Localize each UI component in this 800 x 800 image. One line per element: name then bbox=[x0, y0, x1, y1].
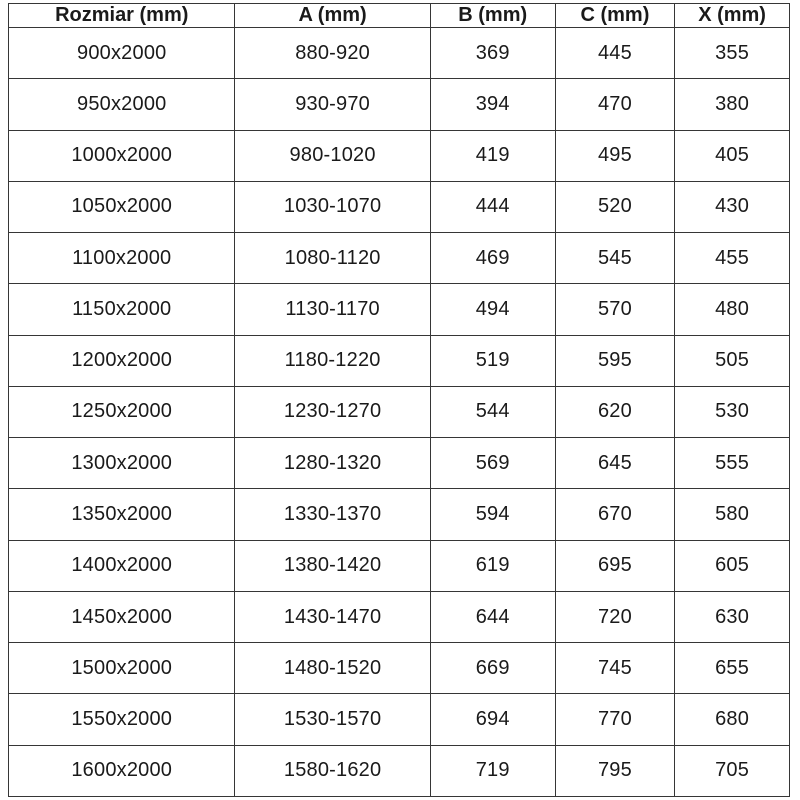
table-cell: 605 bbox=[675, 540, 790, 591]
table-row bbox=[9, 438, 790, 489]
size-table bbox=[8, 3, 790, 797]
column-header: Rozmiar (mm) bbox=[9, 4, 235, 28]
table-cell: 705 bbox=[675, 745, 790, 796]
table-cell: 505 bbox=[675, 335, 790, 386]
table-cell: 980-1020 bbox=[235, 130, 430, 181]
table-cell: 545 bbox=[555, 233, 674, 284]
table-cell: 519 bbox=[430, 335, 555, 386]
table-cell: 1300x2000 bbox=[9, 438, 235, 489]
table-row bbox=[9, 489, 790, 540]
table-cell: 719 bbox=[430, 745, 555, 796]
table-cell: 594 bbox=[430, 489, 555, 540]
table-cell: 1530-1570 bbox=[235, 694, 430, 745]
table-cell: 1230-1270 bbox=[235, 386, 430, 437]
table-cell: 1450x2000 bbox=[9, 591, 235, 642]
table-cell: 1430-1470 bbox=[235, 591, 430, 642]
table-cell: 720 bbox=[555, 591, 674, 642]
table-cell: 394 bbox=[430, 79, 555, 130]
table-cell: 1550x2000 bbox=[9, 694, 235, 745]
table-cell: 900x2000 bbox=[9, 28, 235, 79]
table-cell: 1480-1520 bbox=[235, 643, 430, 694]
column-header: C (mm) bbox=[555, 4, 674, 28]
table-row bbox=[9, 335, 790, 386]
table-cell: 880-920 bbox=[235, 28, 430, 79]
table-cell: 369 bbox=[430, 28, 555, 79]
table-cell: 1380-1420 bbox=[235, 540, 430, 591]
table-cell: 445 bbox=[555, 28, 674, 79]
table-cell: 1200x2000 bbox=[9, 335, 235, 386]
table-row bbox=[9, 745, 790, 796]
table-cell: 1030-1070 bbox=[235, 181, 430, 232]
table-cell: 1500x2000 bbox=[9, 643, 235, 694]
table-cell: 1080-1120 bbox=[235, 233, 430, 284]
table-row bbox=[9, 643, 790, 694]
table-cell: 1100x2000 bbox=[9, 233, 235, 284]
table-cell: 580 bbox=[675, 489, 790, 540]
table-cell: 619 bbox=[430, 540, 555, 591]
table-cell: 1400x2000 bbox=[9, 540, 235, 591]
table-cell: 1580-1620 bbox=[235, 745, 430, 796]
table-cell: 380 bbox=[675, 79, 790, 130]
table-header-row bbox=[9, 4, 790, 28]
table-cell: 1050x2000 bbox=[9, 181, 235, 232]
table-cell: 1000x2000 bbox=[9, 130, 235, 181]
table-cell: 1150x2000 bbox=[9, 284, 235, 335]
table-cell: 1180-1220 bbox=[235, 335, 430, 386]
table-body bbox=[9, 28, 790, 797]
table-cell: 680 bbox=[675, 694, 790, 745]
table-row bbox=[9, 181, 790, 232]
table-cell: 444 bbox=[430, 181, 555, 232]
table-row bbox=[9, 233, 790, 284]
table-cell: 795 bbox=[555, 745, 674, 796]
table-cell: 494 bbox=[430, 284, 555, 335]
table-cell: 630 bbox=[675, 591, 790, 642]
table-cell: 430 bbox=[675, 181, 790, 232]
table-cell: 770 bbox=[555, 694, 674, 745]
table-cell: 419 bbox=[430, 130, 555, 181]
table-row bbox=[9, 130, 790, 181]
table-cell: 1350x2000 bbox=[9, 489, 235, 540]
table-cell: 950x2000 bbox=[9, 79, 235, 130]
table-cell: 644 bbox=[430, 591, 555, 642]
table-row bbox=[9, 540, 790, 591]
table-cell: 355 bbox=[675, 28, 790, 79]
table-cell: 520 bbox=[555, 181, 674, 232]
table-row bbox=[9, 591, 790, 642]
table-cell: 695 bbox=[555, 540, 674, 591]
table-row bbox=[9, 694, 790, 745]
table-cell: 669 bbox=[430, 643, 555, 694]
table-cell: 530 bbox=[675, 386, 790, 437]
table-row bbox=[9, 386, 790, 437]
table-cell: 745 bbox=[555, 643, 674, 694]
table-cell: 544 bbox=[430, 386, 555, 437]
table-cell: 455 bbox=[675, 233, 790, 284]
table-cell: 1130-1170 bbox=[235, 284, 430, 335]
table-cell: 570 bbox=[555, 284, 674, 335]
column-header: B (mm) bbox=[430, 4, 555, 28]
table-cell: 495 bbox=[555, 130, 674, 181]
table-cell: 555 bbox=[675, 438, 790, 489]
table-cell: 1250x2000 bbox=[9, 386, 235, 437]
table-cell: 694 bbox=[430, 694, 555, 745]
table-cell: 1280-1320 bbox=[235, 438, 430, 489]
table-row bbox=[9, 79, 790, 130]
table-cell: 480 bbox=[675, 284, 790, 335]
table-cell: 595 bbox=[555, 335, 674, 386]
table-cell: 670 bbox=[555, 489, 674, 540]
table-cell: 930-970 bbox=[235, 79, 430, 130]
column-header: A (mm) bbox=[235, 4, 430, 28]
table-cell: 405 bbox=[675, 130, 790, 181]
table-cell: 655 bbox=[675, 643, 790, 694]
table-row bbox=[9, 28, 790, 79]
table-cell: 645 bbox=[555, 438, 674, 489]
column-header: X (mm) bbox=[675, 4, 790, 28]
table-cell: 469 bbox=[430, 233, 555, 284]
table-cell: 470 bbox=[555, 79, 674, 130]
table-cell: 1330-1370 bbox=[235, 489, 430, 540]
table-cell: 569 bbox=[430, 438, 555, 489]
table-cell: 1600x2000 bbox=[9, 745, 235, 796]
table-cell: 620 bbox=[555, 386, 674, 437]
table-row bbox=[9, 284, 790, 335]
